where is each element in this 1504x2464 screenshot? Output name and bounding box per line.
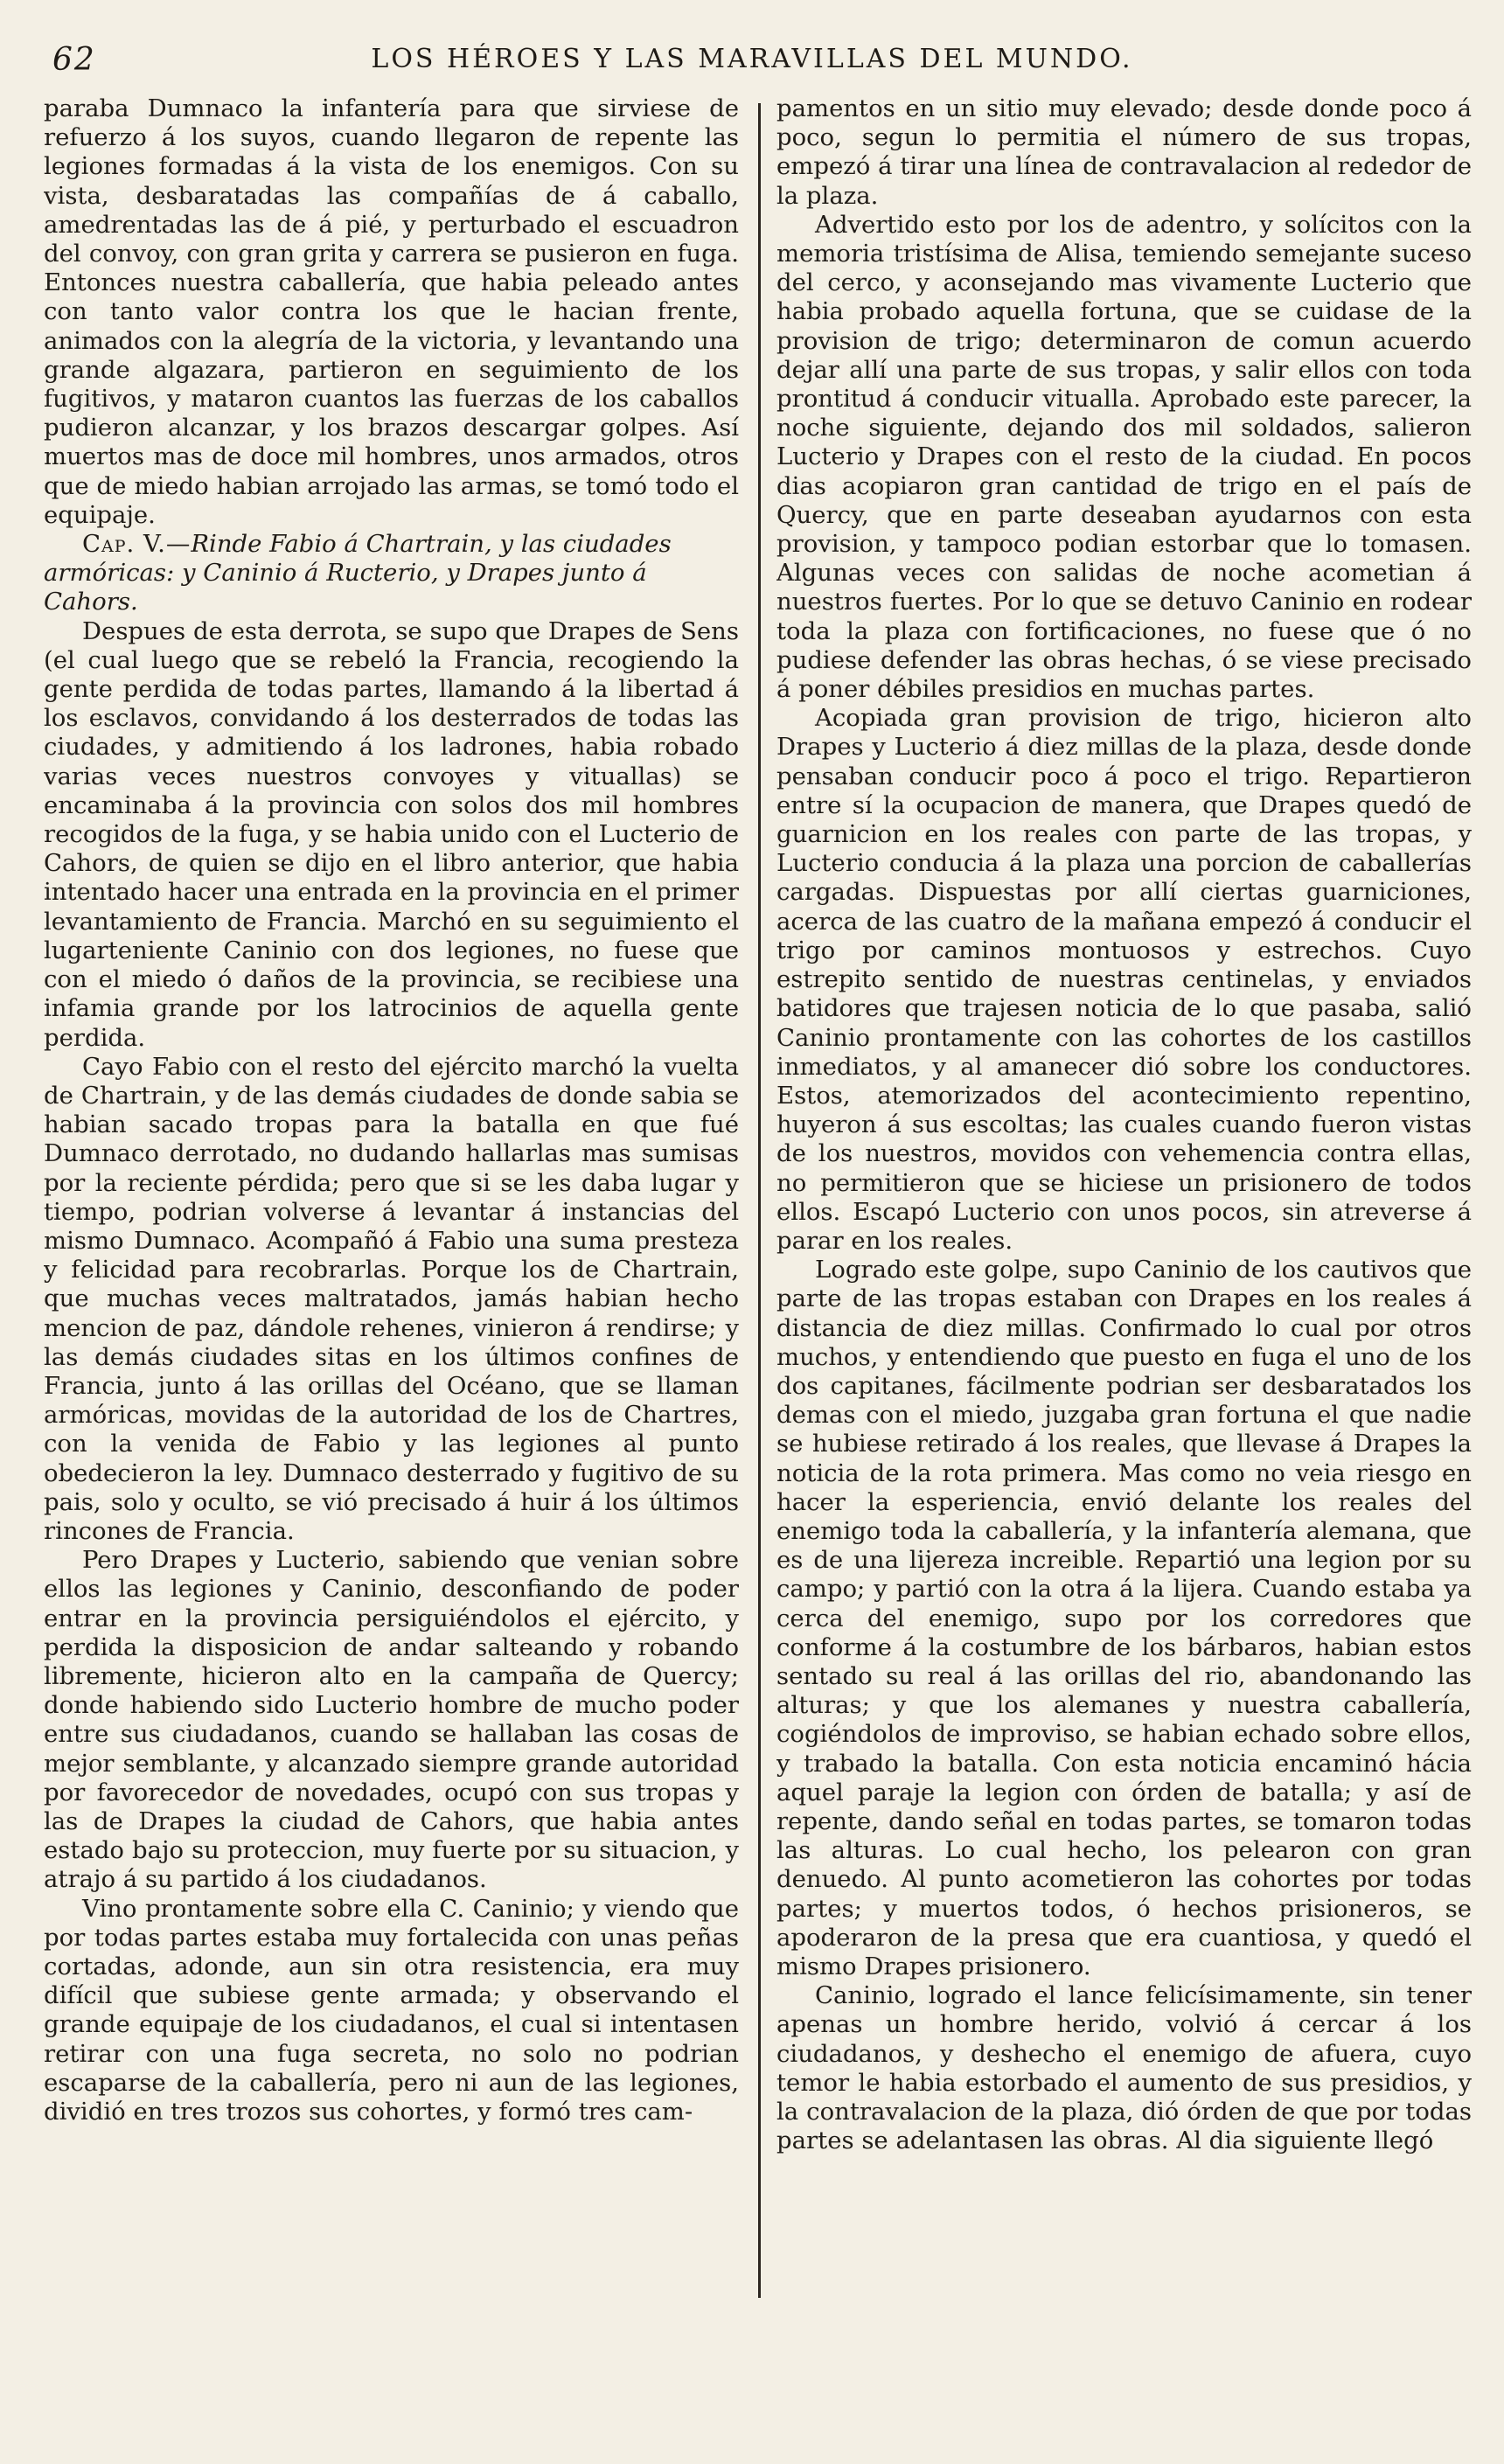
paragraph: Logrado este golpe, supo Caninio de los cautivos que parte de las tropas estaban con Drapes en los reales á distancia de diez millas. Confirmado lo cual por otros muchos, y entendiendo que puesto en fuga el uno de los dos capitanes, fácilmente podrian ser desbaratados los demas con el miedo, juzgaba gran fortuna el que nadie se hubiese retirado á los reales, que llevase á Drapes la noticia de la rota primera. Mas como no veia riesgo en hacer la esperiencia, envió delante los reales del enemigo toda la caballería, y la infantería alemana, que es de una lijereza increible. Repartió una legion por su campo; y partió con la otra á la lijera. Cuando estaba ya cerca del enemigo, supo por los corredores que conforme á la costumbre de los bárbaros, habian estos sentado su real á las orillas del rio, abandonando las alturas; y que los alemanes y nuestra caballería, cogiéndolos de improviso, se habian echado sobre ellos, y trabado la batalla. Con esta noticia encaminó hácia aquel paraje la legion con órden de batalla; y así de repente, dando señal en todas partes, se tomaron todas las alturas. Lo cual hecho, los pelearon con gran denuedo. Al punto acometieron las cohortes por todas partes; y muertos todos, ó hechos prisioneros, se apoderaron de la presa que era cuantiosa, y quedó el mismo Drapes prisionero.: [776, 1256, 1472, 1980]
left-column: [44, 94, 739, 2333]
right-column: [776, 94, 1472, 2333]
paragraph: Cayo Fabio con el resto del ejército marchó la vuelta de Chartrain, y de las demás ciudades de donde sabia se habian sacado tropas para la batalla en que fué Dumnaco derrotado, no dudando hallarlas mas sumisas por la reciente pérdida; pero que si se les daba lugar y tiempo, podrian volverse á levantar á instancias del mismo Dumnaco. Acompañó á Fabio una suma presteza y felicidad para recobrarlas. Porque los de Chartrain, que muchas veces maltratados, jamás habian hecho mencion de paz, dándole rehenes, vinieron á rendirse; y las demás ciudades sitas en los últimos confines de Francia, junto á las orillas del Océano, que se llaman armóricas, movidas de la autoridad de los de Chartres, con la venida de Fabio y las legiones al punto obedecieron la ley. Dumnaco desterrado y fugitivo de su pais, solo y oculto, se vió precisado á huir á los últimos rincones de Francia.: [44, 1052, 739, 1545]
paragraph: Vino prontamente sobre ella C. Caninio; y viendo que por todas partes estaba muy fortalecida con unas peñas cortadas, adonde, aun sin otra resistencia, era muy difícil que subiese gente armada; y observando el grande equipaje de los ciudadanos, el cual si intentasen retirar con una fuga secreta, no solo no podrian escaparse de la caballería, pero ni aun de las legiones, dividió en tres trozos sus cohortes, y formó tres cam-: [44, 1894, 739, 2126]
paragraph: Advertido esto por los de adentro, y solícitos con la memoria tristísima de Alisa, temiendo semejante suceso del cerco, y aconsejando mas vivamente Lucterio que habia probado aquella fortuna, que se cuidase de la provision de trigo; determinaron de comun acuerdo dejar allí una parte de sus tropas, y salir ellos con toda prontitud á conducir vitualla. Aprobado este parecer, la noche siguiente, dejando dos mil soldados, salieron Lucterio y Drapes con el resto de la ciudad. En pocos dias acopiaron gran cantidad de trigo en el país de Quercy, que en parte deseaban ayudarnos con esta provision, y tampoco podian estorbar que lo tomasen. Algunas veces con salidas de noche acometian á nuestros fuertes. Por lo que se detuvo Caninio en rodear toda la plaza con fortificaciones, no fuese que ó no pudiese defender las obras hechas, ó se viese precisado á poner débiles presidios en muchas partes.: [776, 210, 1472, 704]
page-header: [52, 42, 1452, 86]
paragraph: Acopiada gran provision de trigo, hicieron alto Drapes y Lucterio á diez millas de la plaza, desde donde pensaban conducir poco á poco el trigo. Repartieron entre sí la ocupacion de manera, que Drapes quedó de guarnicion en los reales con parte de las tropas, y Lucterio conducia á la plaza una porcion de caballerías cargadas. Dispuestas por allí ciertas guarniciones, acerca de las cuatro de la mañana empezó á conducir el trigo por caminos montuosos y estrechos. Cuyo estrepito sentido de nuestras centinelas, y enviados batidores que trajesen noticia de lo que pasaba, salió Caninio prontamente con las cohortes de los castillos inmediatos, y al amanecer dió sobre los conductores. Estos, atemorizados del acontecimiento repentino, huyeron á sus escoltas; las cuales cuando fueron vistas de los nuestros, movidos con vehemencia contra ellas, no permitieron que se hiciese un prisionero de todos ellos. Escapó Lucterio con unos pocos, sin atreverse á parar en los reales.: [776, 704, 1472, 1255]
chapter-summary: Rinde Fabio á Chartrain, y las ciudades armóricas: y Caninio á Ructerio, y Drapes junto á Cahors.: [44, 530, 672, 616]
paragraph: pamentos en un sitio muy elevado; desde donde poco á poco, segun lo permitia el número de sus tropas, empezó á tirar una línea de contravalacion al rededor de la plaza.: [776, 94, 1472, 210]
running-title: LOS HÉROES Y LAS MARAVILLAS DEL MUNDO.: [371, 44, 1133, 74]
paragraph: Despues de esta derrota, se supo que Drapes de Sens (el cual luego que se rebeló la Francia, recogiendo la gente perdida de todas partes, llamando á la libertad á los esclavos, convidando á los desterrados de todas las ciudades, y admitiendo á los ladrones, habia robado varias veces nuestros convoyes y vituallas) se encaminaba á la provincia con solos dos mil hombres recogidos de la fuga, y se habia unido con el Lucterio de Cahors, de quien se dijo en el libro anterior, que habia intentado hacer una entrada en la provincia en el primer levantamiento de Francia. Marchó en su seguimiento el lugarteniente Caninio con dos legiones, no fuese que con el miedo ó daños de la provincia, se recibiese una infamia grande por los latrocinios de aquella gente perdida.: [44, 616, 739, 1052]
chapter-number: Cap. V.—: [82, 530, 191, 559]
page-number: 62: [52, 42, 96, 78]
paragraph: Caninio, logrado el lance felicísimamente, sin tener apenas un hombre herido, volvió á cercar á los ciudadanos, y deshecho el enemigo de afuera, cuyo temor le habia estorbado el aumento de sus presidios, y la contravalacion de la plaza, dió órden de que por todas partes se adelantasen las obras. Al dia siguiente llegó: [776, 1981, 1472, 2155]
column-divider: [758, 103, 761, 2298]
paragraph: paraba Dumnaco la infantería para que sirviese de refuerzo á los suyos, cuando llegaron de repente las legiones formadas á la vista de los enemigos. Con su vista, desbaratadas las compañías de á caballo, amedrentadas las de á pié, y perturbado el escuadron del convoy, con gran grita y carrera se pusieron en fuga. Entonces nuestra caballería, que habia peleado antes con tanto valor contra los que le hacian frente, animados con la alegría de la victoria, y levantando una grande algazara, partieron en seguimiento de los fugitivos, y mataron cuantos las fuerzas de los caballos pudieron alcanzar, y los brazos descargar golpes. Así muertos mas de doce mil hombres, unos armados, otros que de miedo habian arrojado las armas, se tomó todo el equipaje.: [44, 94, 739, 529]
paragraph: Pero Drapes y Lucterio, sabiendo que venian sobre ellos las legiones y Caninio, desconfiando de poder entrar en la provincia persiguiéndolos el ejército, y perdida la disposicion de andar salteando y robando libremente, hicieron alto en la campaña de Quercy; donde habiendo sido Lucterio hombre de mucho poder entre sus ciudadanos, cuando se hallaban las cosas de mejor semblante, y alcanzado siempre grande autoridad por favorecedor de novedades, ocupó con sus tropas y las de Drapes la ciudad de Cahors, que habia antes estado bajo su proteccion, muy fuerte por su situacion, y atrajo á su partido á los ciudadanos.: [44, 1546, 739, 1894]
chapter-heading: [44, 530, 739, 617]
